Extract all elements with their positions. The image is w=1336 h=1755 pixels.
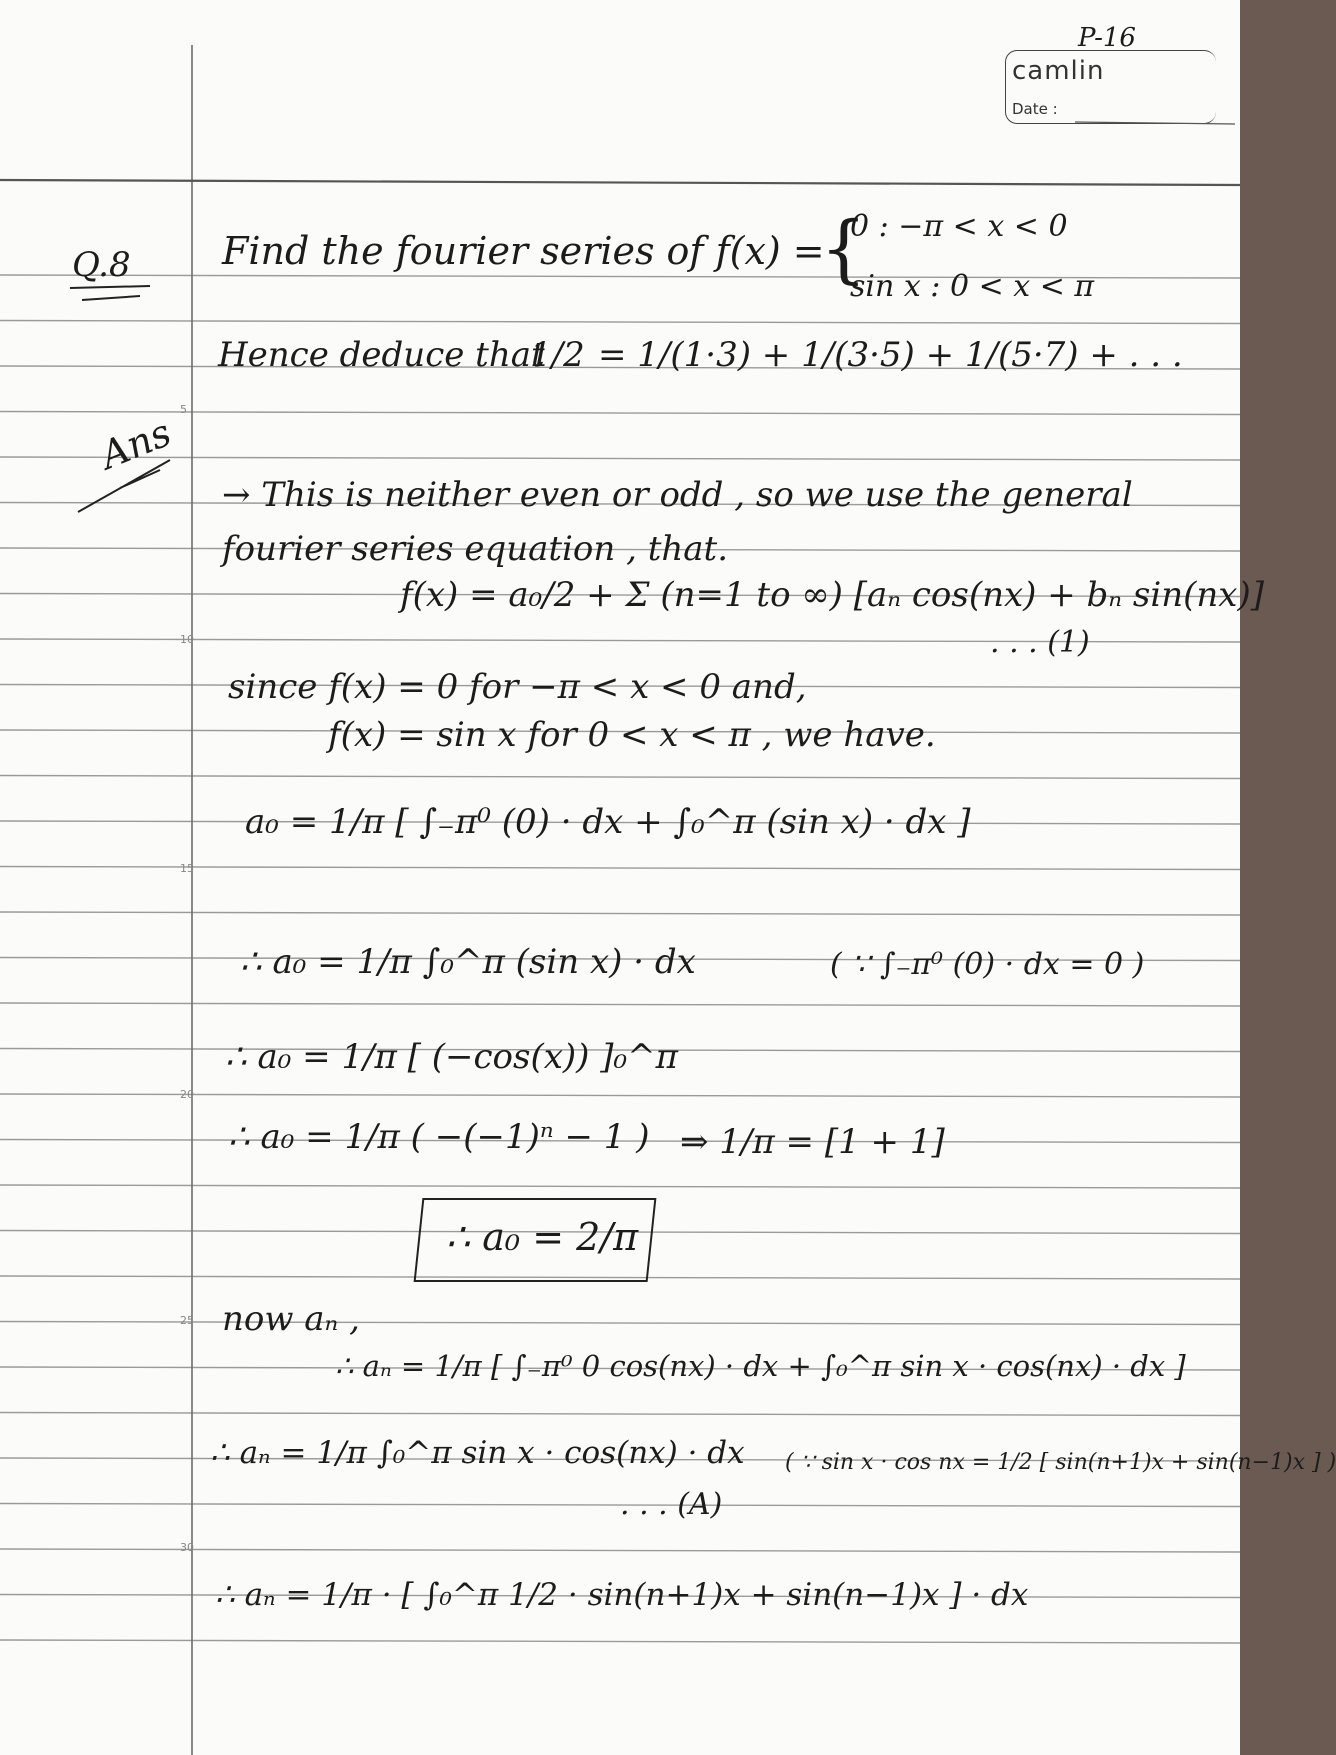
a0-step-2: ∴ a₀ = 1/π [ (−cos(x)) ]₀^π — [225, 1037, 678, 1077]
question-underline — [60, 280, 260, 320]
ruled-line — [0, 1003, 1240, 1006]
deduce-prefix: Hence deduce that — [218, 335, 545, 375]
page-number: P-16 — [1078, 23, 1136, 53]
general-equation: f(x) = a₀/2 + Σ (n=1 to ∞) [aₙ cos(nx) + bₙ sin(nx)] — [400, 575, 1264, 615]
an-step-2: ∴ aₙ = 1/π · [ ∫₀^π 1/2 · sin(n+1)x + sin(n−1)x ] · dx — [215, 1577, 1029, 1613]
ruled-line — [0, 1413, 1240, 1416]
question-text: Find the fourier series of f(x) = — [222, 229, 825, 273]
brand-name: camlin — [1012, 56, 1105, 86]
deduce-lhs: 1/2 — [530, 335, 585, 375]
date-underline — [0, 0, 1240, 140]
line-number-15: 15 — [180, 862, 194, 875]
line-number-20: 20 — [180, 1088, 194, 1101]
since-line-1: since f(x) = 0 for −π < x < 0 and, — [228, 667, 807, 707]
a0-step-3b: ⇒ 1/π = [1 + 1] — [680, 1122, 945, 1162]
a0-note: ( ∵ ∫₋π⁰ (0) · dx = 0 ) — [830, 947, 1145, 982]
answer-line-2: fourier series equation , that. — [222, 529, 729, 569]
question-brace: { — [820, 206, 868, 292]
ruled-line — [0, 776, 1240, 779]
deduce-rhs: = 1/(1·3) + 1/(3·5) + 1/(5·7) + . . . — [598, 335, 1183, 375]
a0-result: ∴ a₀ = 2/π — [446, 1215, 639, 1259]
line-number-10: 10 — [180, 633, 194, 646]
line-number-30: 30 — [180, 1541, 194, 1554]
an-note: ( ∵ sin x · cos nx = 1/2 [ sin(n+1)x + sin(n−1)x ] ) — [785, 1450, 1336, 1475]
question-case-2: sin x : 0 < x < π — [850, 269, 1095, 304]
ruled-line — [0, 1640, 1240, 1643]
top-rule — [0, 180, 1240, 185]
answer-line-1: → This is neither even or odd , so we use the general — [222, 475, 1133, 515]
question-number: Q.8 — [72, 245, 131, 285]
general-equation-tag: . . . (1) — [990, 625, 1090, 660]
answer-label: Ans — [94, 410, 178, 478]
an-step-1: ∴ aₙ = 1/π ∫₀^π sin x · cos(nx) · dx — [210, 1435, 745, 1471]
a0-definition: a₀ = 1/π [ ∫₋π⁰ (0) · dx + ∫₀^π (sin x) · dx ] — [245, 802, 971, 842]
now-an: now aₙ , — [222, 1299, 360, 1339]
since-line-2: f(x) = sin x for 0 < x < π , we have. — [328, 715, 936, 755]
line-number-25: 25 — [180, 1314, 194, 1327]
ruled-line — [0, 321, 1240, 324]
line-number-5: 5 — [180, 403, 187, 416]
ruled-line — [0, 912, 1240, 915]
ruled-line — [0, 1185, 1240, 1188]
an-step-1-tag: . . . (A) — [620, 1487, 723, 1522]
a0-step-3: ∴ a₀ = 1/π ( −(−1)ⁿ − 1 ) — [228, 1117, 650, 1157]
question-case-1: 0 : −π < x < 0 — [850, 209, 1068, 244]
date-label: Date : — [1012, 100, 1058, 118]
an-definition: ∴ aₙ = 1/π [ ∫₋π⁰ 0 cos(nx) · dx + ∫₀^π sin x · cos(nx) · dx ] — [335, 1349, 1186, 1383]
a0-step-1: ∴ a₀ = 1/π ∫₀^π (sin x) · dx — [240, 942, 696, 982]
